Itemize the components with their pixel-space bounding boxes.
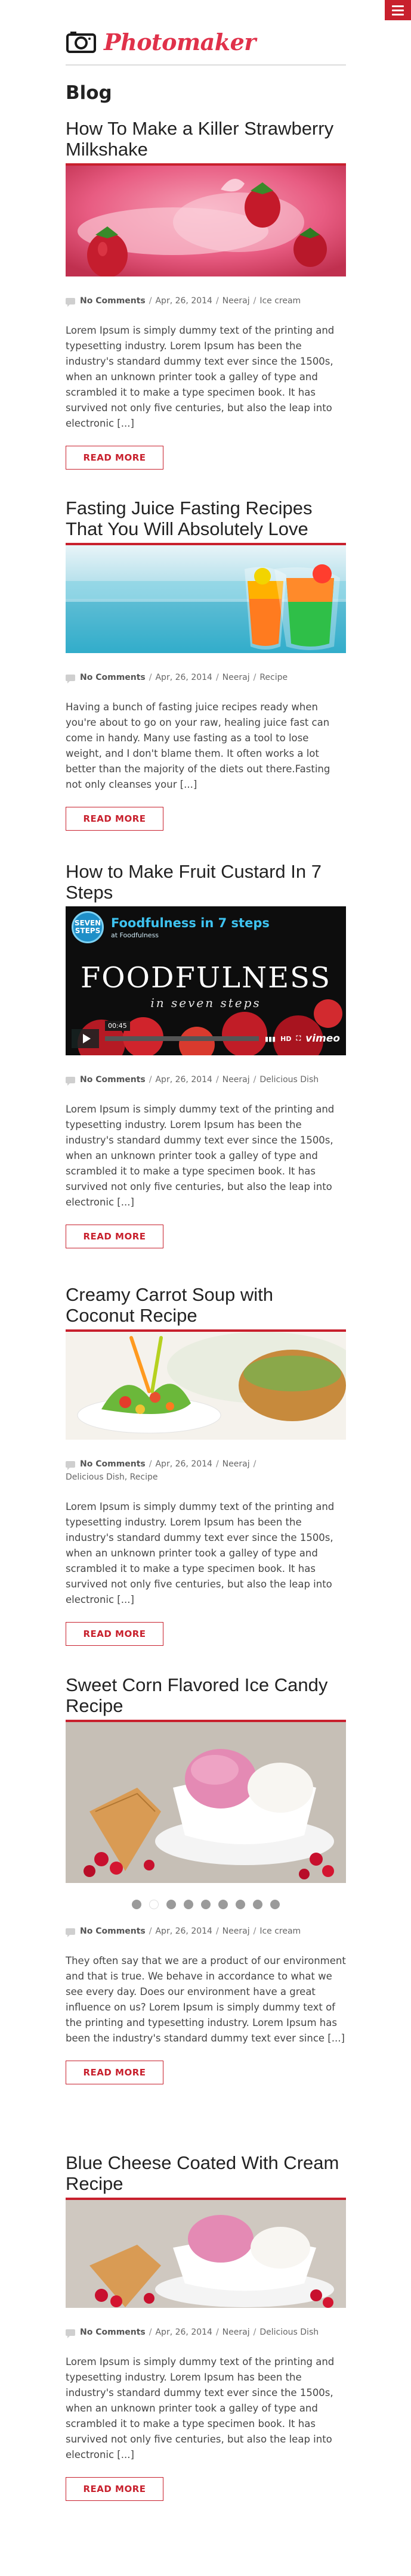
logo-text: Photomaker: [104, 28, 256, 55]
post-excerpt: Lorem Ipsum is simply dummy text of the printing and typesetting industry. Lorem Ipsum has been the industry's standard dummy text ever since the 1500s, when an unknown printer took a galley of type and scrambled it to make a type specimen book. It has survived not only five centuries, but also the leap into electronic [...]: [66, 325, 335, 429]
meta-separator: /: [215, 673, 219, 682]
meta-separator: /: [149, 1075, 152, 1085]
ice-cream-image: [66, 1722, 346, 1883]
post-date: Apr, 26, 2014: [155, 2328, 212, 2337]
post-date: Apr, 26, 2014: [155, 673, 212, 682]
post-meta: [66, 294, 346, 307]
video-brand-text: FOODFULNESS: [80, 961, 332, 995]
meta-separator: /: [253, 673, 257, 682]
post-excerpt: Lorem Ipsum is simply dummy text of the printing and typesetting industry. Lorem Ipsum has been the industry's standard dummy text ever since the 1500s, when an unknown printer took a galley of type and scrambled it to make a type specimen book. It has survived not only five centuries, but also the leap into electronic [...]: [66, 1501, 335, 1605]
post-image-slider[interactable]: [66, 1720, 346, 1883]
comments-link[interactable]: No Comments: [80, 2328, 146, 2337]
post-category[interactable]: Ice cream: [259, 1926, 301, 1936]
post-author[interactable]: Neeraj: [222, 2328, 250, 2337]
meta-separator: /: [149, 673, 152, 682]
site-header: [66, 19, 346, 66]
site-logo[interactable]: [66, 29, 256, 55]
video-controls: [72, 1022, 340, 1048]
comments-link[interactable]: No Comments: [80, 673, 146, 682]
comments-link[interactable]: No Comments: [80, 1926, 146, 1936]
juice-drinks-image: [66, 545, 346, 653]
video-time: 00:45: [105, 1021, 130, 1031]
post-meta: [66, 671, 346, 684]
comment-icon: [66, 1077, 75, 1083]
slider-pagination: [66, 1900, 346, 1909]
post-meta: [66, 1925, 346, 1938]
ice-cream-image: [66, 2200, 346, 2308]
meta-separator: /: [149, 296, 152, 306]
video-title[interactable]: Foodfulness in 7 steps: [111, 915, 270, 930]
post-image[interactable]: [66, 163, 346, 276]
post-date: Apr, 26, 2014: [155, 296, 212, 306]
post-meta: [66, 1458, 346, 1484]
post-author[interactable]: Neeraj: [222, 1459, 250, 1469]
comment-icon: [66, 1461, 75, 1468]
meta-separator: /: [149, 1926, 152, 1936]
slider-dot[interactable]: [201, 1900, 211, 1909]
post-author[interactable]: Neeraj: [222, 296, 250, 306]
slider-dot[interactable]: [166, 1900, 176, 1909]
post-excerpt: Having a bunch of fasting juice recipes ready when you're about to go on your raw, healing juice fast can come in handy. Many use fasting as a tool to lose weight, and I don't blame them. It often works a lot better than the majority of the diets out there.Fasting not only cleanses your [...]: [66, 701, 330, 790]
post-category[interactable]: Delicious Dish: [259, 1075, 319, 1085]
post-category[interactable]: Delicious Dish: [259, 2328, 319, 2337]
blog-post: [66, 498, 346, 831]
post-date: Apr, 26, 2014: [155, 1459, 212, 1469]
menu-button[interactable]: [385, 0, 411, 20]
hamburger-icon-line: [392, 5, 404, 7]
post-excerpt: Lorem Ipsum is simply dummy text of the printing and typesetting industry. Lorem Ipsum has been the industry's standard dummy text ever since the 1500s, when an unknown printer took a galley of type and scrambled it to make a type specimen book. It has survived not only five centuries, but also the leap into electronic [...]: [66, 1104, 335, 1208]
video-channel: [111, 931, 270, 939]
meta-separator: /: [253, 1459, 257, 1469]
strawberry-milkshake-image: [66, 166, 346, 276]
post-image[interactable]: [66, 1329, 346, 1440]
blog-post: [66, 1674, 346, 2084]
read-more-button[interactable]: READ MORE: [66, 807, 163, 831]
slider-dot[interactable]: [132, 1900, 141, 1909]
slider-dot[interactable]: [218, 1900, 228, 1909]
blog-post: [66, 118, 346, 470]
comment-icon: [66, 675, 75, 681]
video-channel-prefix: at: [111, 931, 118, 939]
slider-dot[interactable]: [253, 1900, 262, 1909]
meta-separator: /: [253, 2328, 257, 2337]
read-more-button[interactable]: READ MORE: [66, 1225, 163, 1248]
vimeo-logo[interactable]: vimeo: [305, 1033, 340, 1045]
post-title[interactable]: Sweet Corn Flavored Ice Candy Recipe: [66, 1674, 328, 1716]
meta-separator: /: [253, 1075, 257, 1085]
post-author[interactable]: Neeraj: [222, 673, 250, 682]
meta-separator: /: [253, 296, 257, 306]
channel-badge[interactable]: SEVEN STEPS: [72, 911, 104, 943]
video-player[interactable]: [66, 906, 346, 1055]
post-date: Apr, 26, 2014: [155, 1075, 212, 1085]
read-more-button[interactable]: READ MORE: [66, 1622, 163, 1646]
post-author[interactable]: Neeraj: [222, 1926, 250, 1936]
comment-icon: [66, 2329, 75, 2336]
video-channel-name[interactable]: Foodfulness: [119, 931, 159, 939]
read-more-button[interactable]: READ MORE: [66, 2061, 163, 2084]
post-category[interactable]: Delicious Dish, Recipe: [66, 1472, 158, 1482]
meta-separator: /: [215, 1075, 219, 1085]
post-title[interactable]: Creamy Carrot Soup with Coconut Recipe: [66, 1284, 274, 1326]
slider-dot[interactable]: [184, 1900, 193, 1909]
comments-link[interactable]: No Comments: [80, 296, 146, 306]
blog-post: [66, 2152, 346, 2501]
post-title[interactable]: Blue Cheese Coated With Cream Recipe: [66, 2152, 339, 2194]
slider-dot[interactable]: [270, 1900, 280, 1909]
post-date: Apr, 26, 2014: [155, 1926, 212, 1936]
hd-toggle[interactable]: HD: [280, 1034, 292, 1043]
salad-image: [66, 1332, 346, 1440]
post-title[interactable]: Fasting Juice Fasting Recipes That You Will Absolutely Love: [66, 498, 313, 539]
comments-link[interactable]: No Comments: [80, 1075, 146, 1085]
camera-icon: [66, 30, 97, 54]
meta-separator: /: [149, 1459, 152, 1469]
post-category[interactable]: Ice cream: [259, 296, 301, 306]
play-icon[interactable]: [72, 1029, 99, 1048]
fullscreen-icon[interactable]: ⛶: [296, 1034, 301, 1042]
post-author[interactable]: Neeraj: [222, 1075, 250, 1085]
meta-separator: /: [215, 1459, 219, 1469]
meta-separator: /: [215, 2328, 219, 2337]
post-meta: [66, 1073, 346, 1086]
page-title: Blog: [66, 82, 112, 104]
slider-dot[interactable]: [149, 1900, 159, 1909]
meta-separator: /: [215, 1926, 219, 1936]
comment-icon: [66, 1928, 75, 1935]
comments-link[interactable]: No Comments: [80, 1459, 146, 1469]
comment-icon: [66, 298, 75, 304]
video-header: [72, 911, 270, 943]
hamburger-icon-line: [392, 14, 404, 15]
blog-post: [66, 861, 346, 1248]
post-image[interactable]: [66, 543, 346, 653]
post-title[interactable]: How To Make a Killer Strawberry Milkshake: [66, 118, 334, 160]
post-excerpt: Lorem Ipsum is simply dummy text of the printing and typesetting industry. Lorem Ipsum has been the industry's standard dummy text ever since the 1500s, when an unknown printer took a galley of type and scrambled it to make a type specimen book. It has survived not only five centuries, but also the leap into electronic [...]: [66, 2356, 335, 2460]
post-title[interactable]: How to Make Fruit Custard In 7 Steps: [66, 861, 322, 903]
post-excerpt: They often say that we are a product of our environment and that is true. We behave in accordance to what we see every day. Does our environment have a great influence on us? Lorem Ipsum is simply dummy text of the printing and typesetting industry. Lorem Ipsum has been the industry's standard dummy text ever since [...]: [66, 1955, 346, 2044]
post-category[interactable]: Recipe: [259, 673, 288, 682]
hamburger-icon-line: [392, 10, 404, 11]
meta-separator: /: [215, 296, 219, 306]
meta-separator: /: [149, 2328, 152, 2337]
slider-dot[interactable]: [236, 1900, 245, 1909]
blog-post: [66, 1284, 346, 1646]
read-more-button[interactable]: READ MORE: [66, 446, 163, 470]
meta-separator: /: [253, 1926, 257, 1936]
read-more-button[interactable]: READ MORE: [66, 2477, 163, 2501]
video-control-icons: [265, 1033, 340, 1045]
video-tagline: in seven steps: [150, 996, 261, 1010]
volume-icon[interactable]: ▮▮▮: [264, 1034, 276, 1043]
post-meta: [66, 2326, 346, 2339]
video-progress-bar[interactable]: [105, 1022, 259, 1041]
post-image[interactable]: [66, 2198, 346, 2308]
